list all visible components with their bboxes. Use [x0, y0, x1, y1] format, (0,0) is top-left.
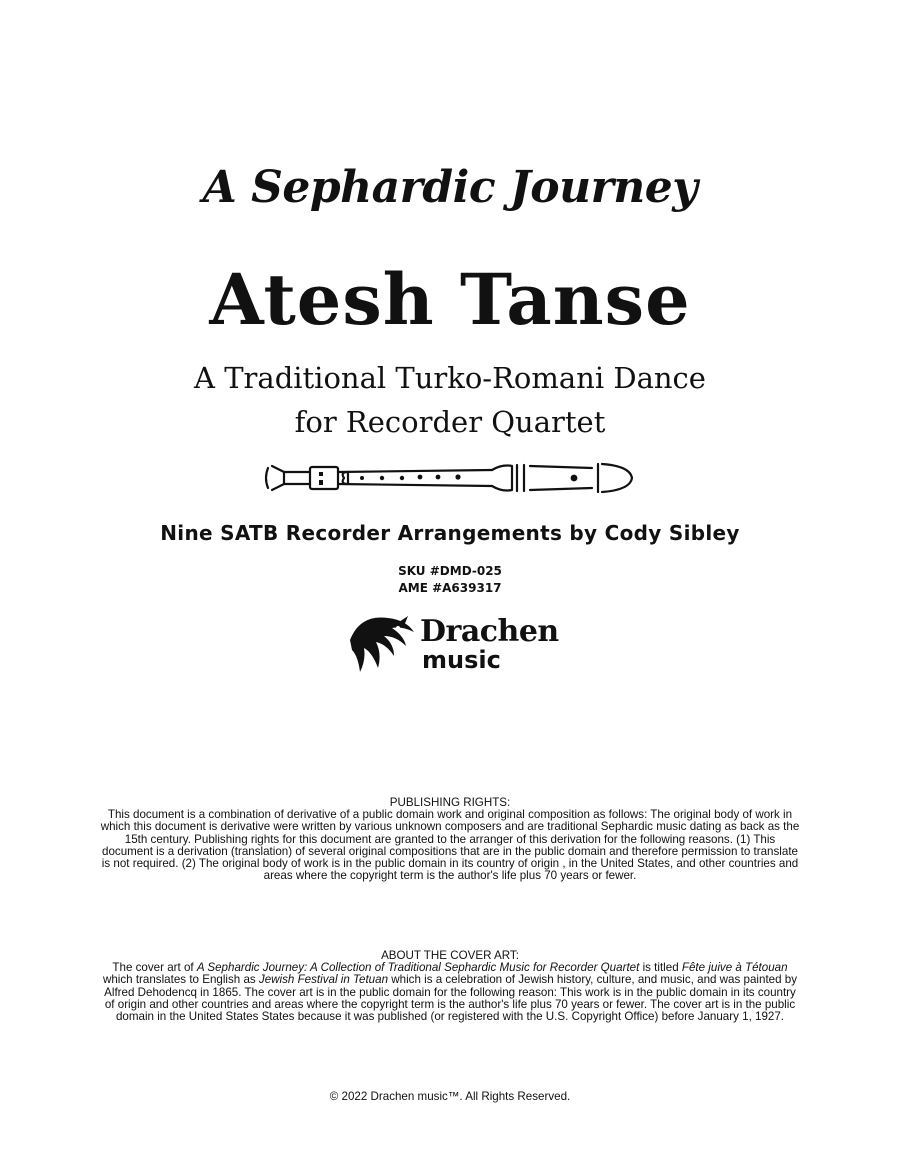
cover-art-text-3: which translates to English as	[102, 973, 259, 987]
publisher-logo	[340, 610, 560, 682]
publishing-rights	[0, 797, 900, 882]
recorder-icon	[262, 458, 638, 498]
piece-title: Atesh Tanse	[209, 258, 691, 341]
collection-title: A Sephardic Journey: A Collection of Traditional Sephardic Music for Recorder Quartet	[196, 961, 640, 975]
painting-title: Fête juive à Tétouan	[681, 961, 788, 975]
publishing-rights-body: This document is a combination of derivative of a public domain work and original composition as follows: The original body of work in which this document is derivative were written by various unknown composers and are traditional Sephardic music dating as back as the 15th century. Publishing rights for this document are granted to the arranger of this derivation for the following reasons. (1) This document is a derivation (translation) of several original compositions that are in the public domain and therefore permission to translate is not required. (2) The original body of work is in the public domain in its country of origin , in the United States, and other countries and areas where the copyright term is the author's life plus 70 years or fewer.	[100, 808, 800, 883]
logo-wordmark-line2: music	[422, 646, 501, 674]
publishing-rights-heading: PUBLISHING RIGHTS:	[389, 796, 511, 809]
catalog-numbers	[0, 563, 900, 597]
subtitle	[0, 356, 900, 444]
ame-number: AME #A639317	[398, 581, 502, 595]
series-title: A Sephardic Journey	[202, 162, 698, 213]
cover-art-text-4: which is a celebration of Jewish history, culture, and music, and was painted by Alfred Dehodencq in 1865. The cover art is in the public domain for the following reason: This work is in the public domain in its country of origin and other countries and areas where the copyright term is the author's life plus 70 years or fewer. The cover art is in the public domain in the United States States because it was published (or registered with the U.S. Copyright Office) before January 1, 1927.	[104, 973, 798, 1024]
cover-art-text-2: is titled	[639, 961, 682, 975]
subtitle-line-1: A Traditional Turko-Romani Dance	[194, 361, 706, 395]
painting-english-title: Jewish Festival in Tetuan	[258, 973, 389, 987]
logo-wordmark-line1: Drachen	[420, 614, 559, 649]
sku-number: SKU #DMD-025	[398, 564, 502, 578]
cover-art-text-1: The cover art of	[112, 961, 197, 975]
arranger-credit: Nine SATB Recorder Arrangements by Cody Sibley	[160, 521, 740, 545]
cover-art-notice	[0, 950, 900, 1023]
subtitle-line-2: for Recorder Quartet	[294, 405, 606, 439]
dragon-icon	[340, 610, 420, 682]
cover-art-heading: ABOUT THE COVER ART:	[381, 949, 519, 962]
copyright-notice: © 2022 Drachen music™. All Rights Reserved.	[329, 1090, 571, 1103]
